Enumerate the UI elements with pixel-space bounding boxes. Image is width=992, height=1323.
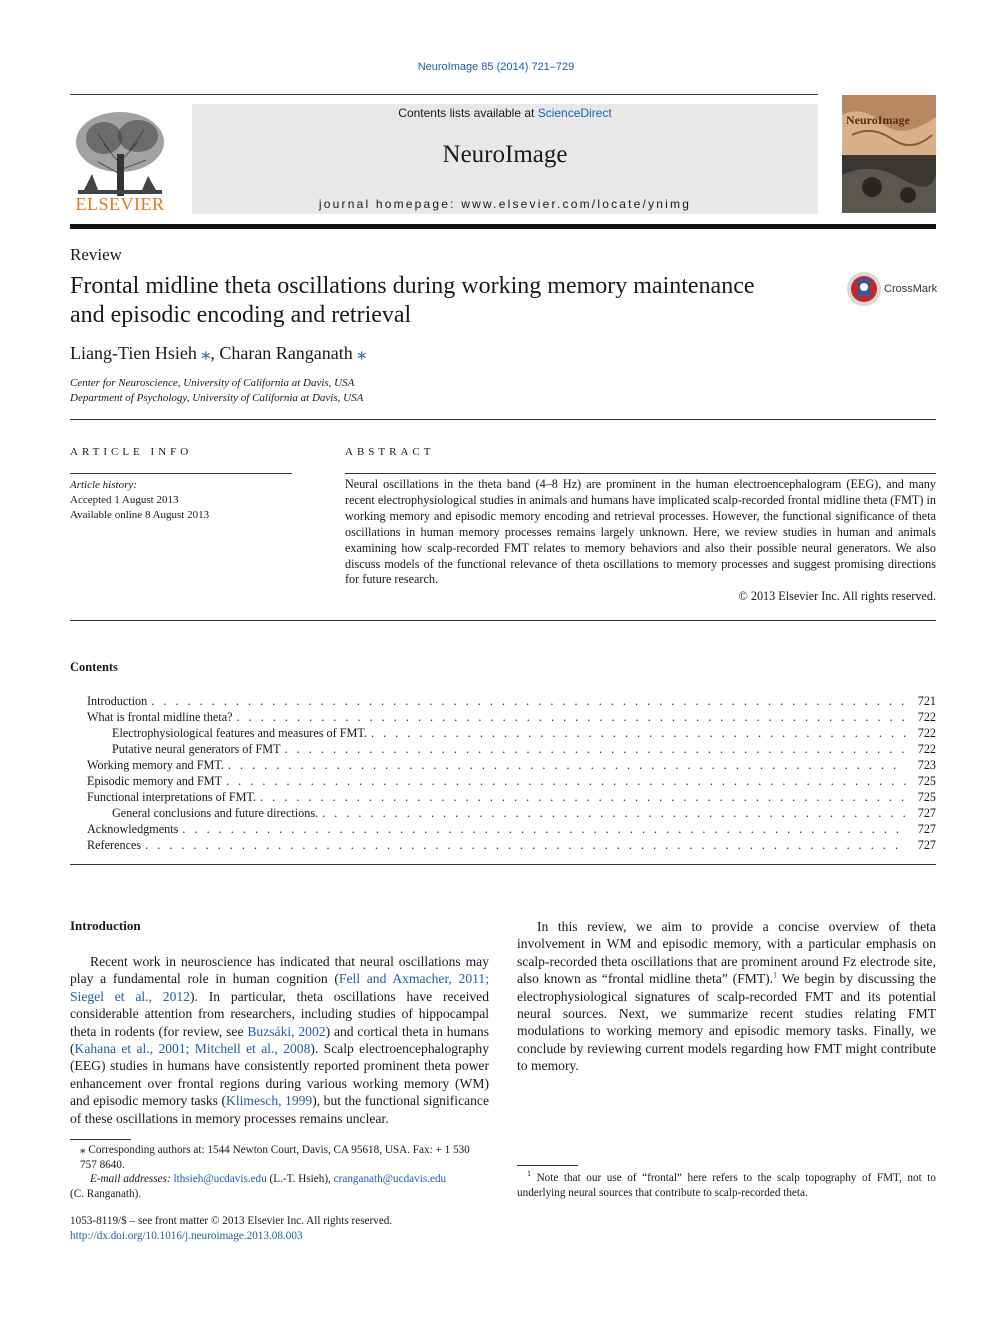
text-run: ). In particular, theta oscillations have received considerable attention from researchers, including studies of hippocampal theta in rodents (for review, see	[70, 988, 489, 1039]
section-heading-introduction: Introduction	[70, 918, 141, 933]
homepage-url[interactable]: www.elsevier.com/locate/ynimg	[461, 197, 692, 211]
footnote-star: ⁎	[80, 1144, 86, 1156]
toc-item-page: 722	[917, 742, 936, 756]
header-thick-rule	[70, 224, 936, 229]
abstract-copyright: © 2013 Elsevier Inc. All rights reserved.	[738, 589, 936, 603]
text-run: We begin by discussing the electrophysiological signatures of scalp-recorded FMT and its potential neural sources. Next, we summarize recent studies relating FMT modulations to working memory and episodic memory tasks. Finally, we conclude by reviewing current models regarding how FMT might contribute to memory.	[517, 971, 936, 1074]
citation-link[interactable]: Buzsáki, 2002	[247, 1023, 326, 1039]
body-column-left	[70, 953, 489, 1127]
title-line-1: Frontal midline theta oscillations during working memory maintenance	[70, 273, 755, 299]
cover-title: NeuroImage	[846, 113, 910, 127]
divider	[345, 473, 936, 474]
doi-link[interactable]: http://dx.doi.org/10.1016/j.neuroimage.2013.08.003	[70, 1229, 303, 1242]
journal-homepage	[192, 197, 818, 211]
article-type: Review	[70, 245, 122, 264]
footnote-corr	[70, 1143, 489, 1172]
article-title	[70, 272, 830, 330]
toc-leader	[226, 774, 906, 789]
toc-item-title: What is frontal midline theta?	[87, 710, 233, 724]
toc-subitem[interactable]	[70, 742, 936, 758]
toc-item[interactable]	[70, 822, 936, 838]
divider	[70, 473, 292, 474]
toc-leader	[371, 726, 906, 741]
toc-item-page: 727	[917, 806, 936, 820]
divider	[70, 864, 936, 865]
contents-heading: Contents	[70, 660, 118, 674]
toc-item-title: Putative neural generators of FMT	[112, 742, 281, 756]
footnote-rule	[517, 1165, 578, 1166]
toc-item-title: Functional interpretations of FMT.	[87, 790, 257, 804]
text-run: In this review, we aim to provide a concise overview of theta involvement in WM and episodic memory, with a particular emphasis on scalp-recorded theta oscillations that are prominent around Fz electrode site, also known as “frontal midline theta” (FMT).	[517, 919, 936, 987]
toc-item-page: 722	[917, 726, 936, 740]
toc-leader	[182, 822, 906, 837]
toc-leader	[151, 694, 906, 709]
toc-item-title: Electrophysiological features and measures of FMT.	[112, 726, 367, 740]
text-run: ). Scalp electroencephalography (EEG) studies in humans have consistently reported prominent theta power enhancement over frontal regions during various working memory (WM) and episodic memory tasks (	[70, 1041, 489, 1109]
toc-item[interactable]	[70, 774, 936, 790]
text-run: ) and cortical theta in humans (	[70, 1023, 490, 1057]
divider	[70, 419, 936, 420]
toc-leader	[285, 742, 906, 757]
toc-item[interactable]	[70, 710, 936, 726]
issn-line: 1053-8119/$ – see front matter © 2013 Elsevier Inc. All rights reserved.	[70, 1215, 393, 1227]
title-line-2: and episodic encoding and retrieval	[70, 302, 412, 328]
corresponding-author-link[interactable]: ⁎	[201, 343, 211, 363]
email-owner: (C. Ranganath).	[70, 1188, 142, 1201]
citation-link[interactable]: Kahana et al., 2001; Mitchell et al., 2008	[74, 1041, 311, 1057]
abstract-text: Neural oscillations in the theta band (4–8 Hz) are prominent in the human electroencephalogram (EEG), and many recent electrophysiological studies in animals and humans have implicated scalp-recorded frontal midline theta (FMT) in working memory and episodic memory encoding and retrieval processes. However, the functional significance of theta oscillations in human memory processes remains largely unknown. Here, we review studies in human and animals examining how scalp-recorded FMT relates to memory behaviors and also their possible neural generators. We also discuss models of the functional relevance of theta oscillations to memory processes and suggest promising directions for future research.	[345, 477, 936, 587]
toc-item-page: 727	[917, 838, 936, 852]
toc-item[interactable]	[70, 694, 936, 710]
toc-item-title: References	[87, 838, 142, 852]
journal-title: NeuroImage	[442, 141, 568, 168]
intro-paragraph-1	[70, 953, 489, 1127]
footnote-number: 1	[527, 1169, 531, 1179]
corresponding-author-link[interactable]: ⁎	[357, 343, 367, 363]
contents-prefix: Contents lists available at	[398, 106, 538, 120]
email-label: E-mail addresses:	[90, 1173, 171, 1186]
online-date: Available online 8 August 2013	[70, 509, 210, 521]
toc-item-page: 725	[917, 774, 936, 788]
journal-cover-image[interactable]	[842, 95, 936, 213]
author-separator: ,	[210, 343, 220, 363]
footnote-emails	[70, 1172, 489, 1187]
history-label: Article history:	[70, 479, 137, 491]
toc-item-page: 727	[917, 822, 936, 836]
elsevier-wordmark: ELSEVIER	[75, 194, 165, 214]
article-history	[70, 478, 209, 523]
citation-link[interactable]: Klimesch, 1999	[226, 1093, 313, 1109]
crossmark-badge[interactable]	[846, 271, 938, 309]
crossmark-icon	[846, 271, 882, 307]
toc-item[interactable]	[70, 838, 936, 854]
toc-item[interactable]	[70, 758, 936, 774]
author-name: Liang-Tien Hsieh	[70, 343, 197, 363]
toc-leader	[322, 806, 906, 821]
accepted-date: Accepted 1 August 2013	[70, 494, 179, 506]
toc-item[interactable]	[70, 790, 936, 806]
toc-leader	[228, 758, 906, 773]
footnote-text: Note that our use of “frontal” here refers to the scalp topography of FMT, not to underlying neural sources that contribute to scalp-recorded theta.	[517, 1172, 936, 1199]
email-link[interactable]: lthsieh@ucdavis.edu	[173, 1173, 267, 1186]
top-divider	[70, 94, 818, 95]
toc-subitem[interactable]	[70, 806, 936, 822]
footnote-rule	[70, 1139, 131, 1140]
toc-item-title: Acknowledgments	[87, 822, 179, 836]
toc-item-page: 723	[917, 758, 936, 772]
toc-leader	[260, 790, 906, 805]
abstract-heading: ABSTRACT	[345, 446, 435, 458]
author-name: Charan Ranganath	[219, 343, 353, 363]
toc-item-page: 722	[917, 710, 936, 724]
toc-item-title: General conclusions and future directions.	[112, 806, 319, 820]
footnote-text: Corresponding authors at: 1544 Newton Court, Davis, CA 95618, USA. Fax: + 1 530 757 8640.	[80, 1144, 470, 1171]
sciencedirect-link[interactable]: ScienceDirect	[537, 106, 612, 120]
author-list	[70, 343, 366, 364]
email-owner: (L.-T. Hsieh),	[266, 1173, 334, 1186]
text-run: Recent work in neuroscience has indicated that neural oscillations may play a fundamental role in human cognition (	[70, 954, 489, 987]
citation-link[interactable]: Fell and Axmacher, 2011; Siegel et al., 2012	[70, 971, 489, 1004]
toc-item-title: Introduction	[87, 694, 148, 708]
article-info-heading: ARTICLE INFO	[70, 446, 193, 458]
table-of-contents	[70, 694, 936, 854]
bottom-info	[70, 1214, 392, 1243]
toc-subitem[interactable]	[70, 726, 936, 742]
toc-item-page: 721	[917, 694, 936, 708]
crossmark-label: CrossMark	[884, 283, 938, 295]
body-column-right	[517, 918, 936, 1075]
toc-item-title: Episodic memory and FMT	[87, 774, 223, 788]
intro-paragraph-2	[517, 918, 936, 1075]
footnote-ref-link[interactable]: 1	[773, 970, 778, 980]
journal-reference-link[interactable]: NeuroImage 85 (2014) 721–729	[417, 61, 575, 73]
contents-line	[192, 106, 818, 120]
elsevier-logo[interactable]	[68, 104, 172, 216]
affiliation: Department of Psychology, University of California at Davis, USA	[70, 392, 364, 404]
text-run: ), but the functional significance of these oscillations in memory processes remains unclear.	[70, 1093, 489, 1126]
toc-leader	[237, 710, 906, 725]
corresponding-author-footnote	[70, 1143, 489, 1202]
toc-leader	[145, 838, 906, 853]
footnote-1	[517, 1171, 936, 1200]
toc-item-page: 725	[917, 790, 936, 804]
homepage-prefix: journal homepage:	[318, 197, 462, 211]
email-link[interactable]: cranganath@ucdavis.edu	[333, 1173, 447, 1186]
affiliation: Center for Neuroscience, University of California at Davis, USA	[70, 377, 355, 389]
affiliations	[70, 376, 363, 406]
toc-item-title: Working memory and FMT.	[87, 758, 224, 772]
divider	[70, 620, 936, 621]
